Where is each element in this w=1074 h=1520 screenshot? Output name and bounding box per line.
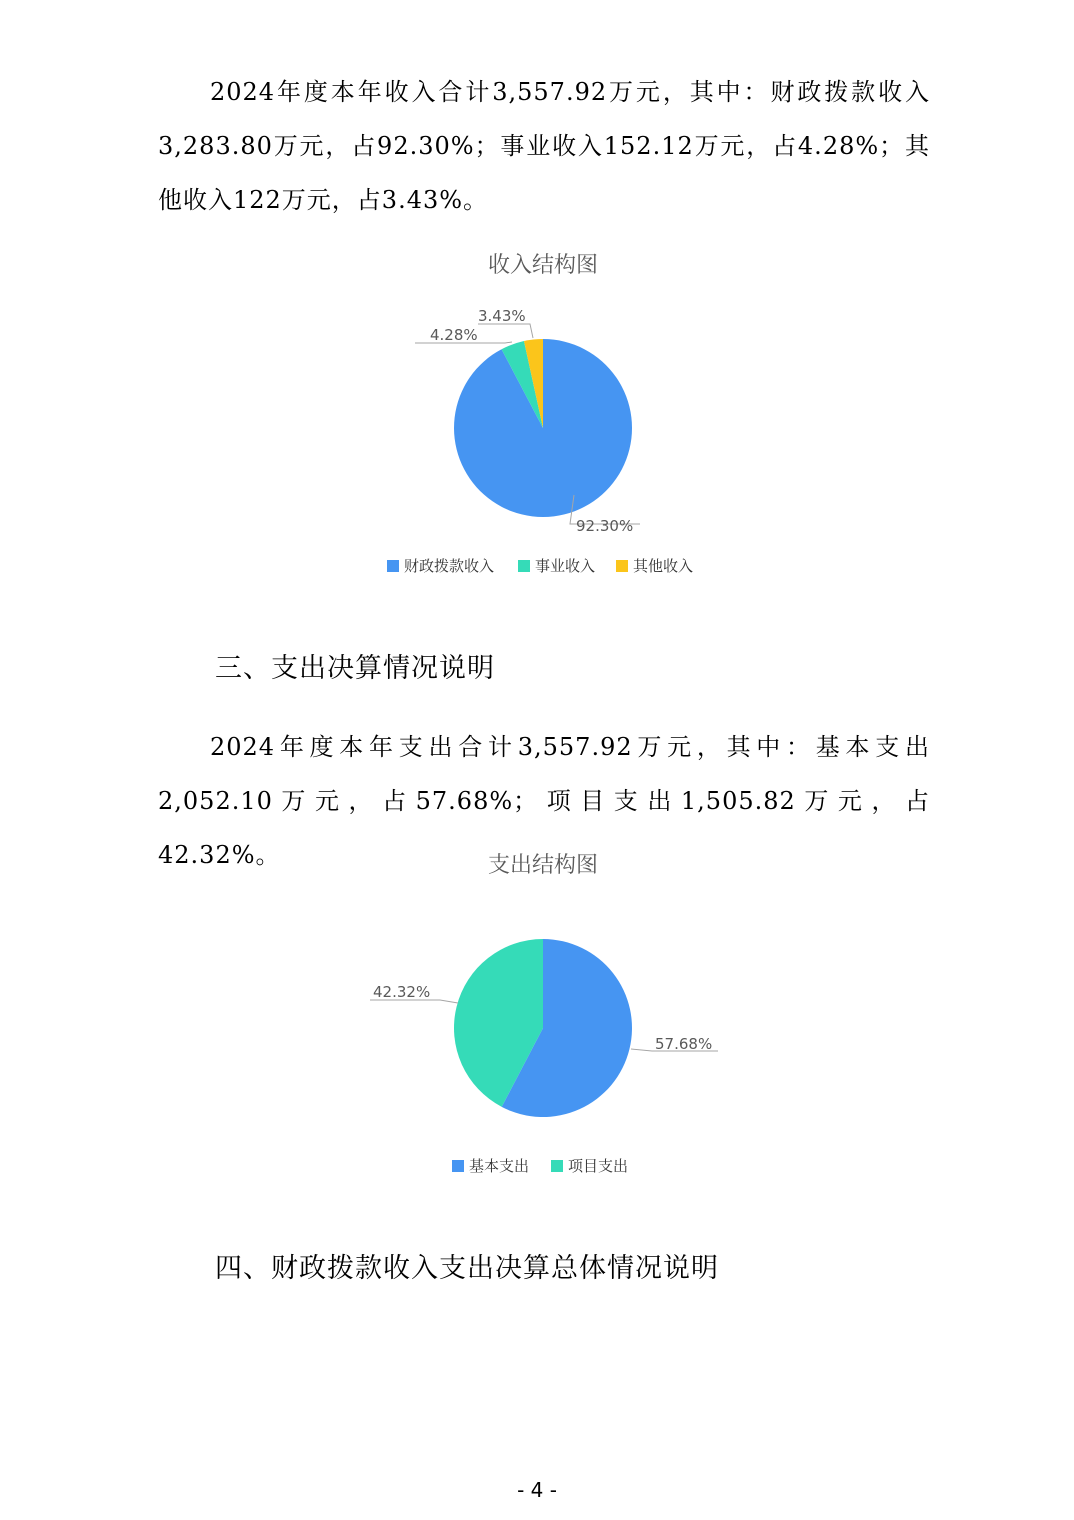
expense-slices — [454, 939, 632, 1117]
page-number: - 4 - — [517, 1478, 557, 1502]
income-chart-svg — [0, 240, 1074, 590]
expense-legend-label-0: 基本支出 — [469, 1157, 530, 1175]
expense-legend — [452, 1157, 628, 1175]
section3-title: 三、支出决算情况说明 — [215, 653, 495, 684]
income-legend-label-1: 事业收入 — [535, 557, 596, 575]
income-legend-label-0: 财政拨款收入 — [404, 557, 495, 575]
expense-paragraph: 2024年度本年支出合计3,557.92万元，其中：基本支出2,052.10万元，占57.68%；项目支出1,505.82万元，占42.32%。 — [158, 733, 930, 869]
expense-chart-svg — [0, 840, 1074, 1185]
expense-legend-label-1: 项目支出 — [568, 1157, 629, 1175]
income-paragraph: 2024年度本年收入合计3,557.92万元，其中：财政拨款收入3,283.80万元，占92.30%；事业收入152.12万元，占4.28%；其他收入122万元，占3.43%。 — [158, 78, 930, 214]
income-legend — [387, 557, 693, 575]
section4-title: 四、财政拨款收入支出决算总体情况说明 — [215, 1253, 719, 1284]
income-label-1: 4.28% — [430, 326, 478, 344]
expense-chart — [0, 840, 1074, 1185]
expense-chart-title: 支出结构图 — [487, 853, 599, 878]
income-legend-swatch-2 — [616, 560, 628, 572]
expense-label-1: 42.32% — [373, 983, 431, 1001]
income-chart-title: 收入结构图 — [487, 253, 599, 278]
income-label-2: 3.43% — [478, 307, 526, 325]
income-label-0: 92.30% — [576, 517, 634, 535]
expense-legend-swatch-1 — [551, 1160, 563, 1172]
income-legend-swatch-1 — [518, 560, 530, 572]
income-chart — [0, 240, 1074, 590]
expense-label-0: 57.68% — [655, 1035, 713, 1053]
income-leader-2 — [478, 324, 533, 338]
income-slice-0 — [454, 339, 632, 517]
expense-legend-swatch-0 — [452, 1160, 464, 1172]
income-slices — [454, 339, 632, 517]
income-legend-label-2: 其他收入 — [633, 557, 694, 575]
income-legend-swatch-0 — [387, 560, 399, 572]
